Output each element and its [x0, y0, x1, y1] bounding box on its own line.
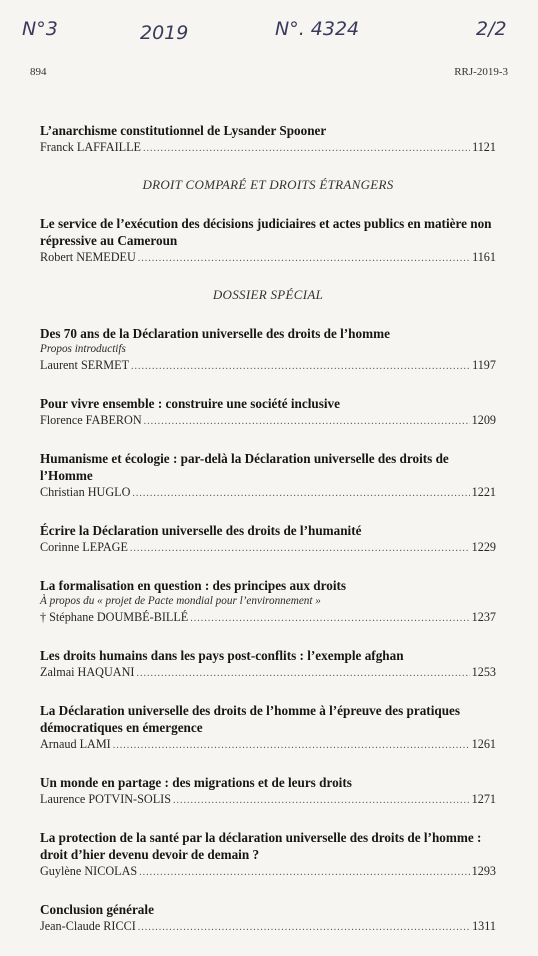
entry-author: Franck LAFFAILLE	[40, 140, 141, 154]
entry-author: Jean-Claude RICCI	[40, 919, 136, 933]
dot-leader	[138, 251, 470, 267]
author-line	[40, 664, 496, 682]
dot-leader	[173, 793, 470, 809]
entry-title: Pour vivre ensemble : construire une société inclusive	[40, 396, 340, 411]
dot-leader	[132, 486, 469, 502]
entry-page-number: 1221	[471, 485, 496, 499]
toc-entry	[40, 577, 496, 627]
handwritten-reference-number: N°. 4324	[275, 18, 360, 40]
page-number: 894	[30, 66, 47, 78]
toc-entry	[40, 702, 496, 754]
entry-title: Les droits humains dans les pays post-conflits : l’exemple afghan	[40, 648, 404, 663]
entry-page-number: 1197	[472, 358, 496, 372]
entry-title: Le service de l’exécution des décisions judiciaires et actes publics en matière non répressive au Cameroun	[40, 216, 492, 248]
section-heading: DROIT COMPARÉ ET DROITS ÉTRANGERS	[142, 177, 394, 192]
entry-page-number: 1229	[471, 540, 496, 554]
toc-entry	[40, 647, 496, 682]
entry-title: La formalisation en question : des principes aux droits	[40, 578, 347, 593]
author-line	[40, 139, 496, 157]
entry-page-number: 1209	[471, 413, 496, 427]
author-line	[40, 918, 496, 936]
author-line	[40, 357, 496, 375]
entry-page-number: 1253	[471, 665, 496, 679]
entry-author: Corinne LEPAGE	[40, 540, 128, 554]
entry-title: La Déclaration universelle des droits de l’homme à l’épreuve des pratiques démocratiques en émergence	[40, 703, 461, 735]
entry-author: Florence FABERON	[40, 413, 142, 427]
entry-author: Zalmai HAQUANI	[40, 665, 135, 679]
author-line	[40, 863, 496, 881]
entry-title: Conclusion générale	[40, 902, 154, 917]
entry-author: Robert NEMEDEU	[40, 250, 136, 264]
handwritten-issue-number: N°3	[22, 18, 58, 40]
entry-title: Écrire la Déclaration universelle des droits de l’humanité	[40, 523, 362, 538]
entry-page-number: 1293	[471, 864, 496, 878]
handwritten-year: 2019	[140, 22, 189, 44]
entry-author: Arnaud LAMI	[40, 737, 111, 751]
section-heading: DOSSIER SPÉCIAL	[212, 287, 324, 302]
entry-subtitle: À propos du « projet de Pacte mondial pour l’environnement »	[40, 595, 321, 607]
toc-entry	[40, 901, 496, 936]
author-line	[40, 736, 496, 754]
toc-entry	[40, 325, 496, 375]
toc-entry	[40, 829, 496, 881]
toc-entry	[40, 450, 496, 502]
handwritten-annotations	[0, 14, 538, 54]
author-line	[40, 412, 496, 430]
dot-leader	[190, 611, 469, 627]
handwritten-part-marker: 2/2	[476, 18, 507, 40]
dot-leader	[143, 141, 470, 157]
table-of-contents	[40, 122, 496, 956]
entry-page-number: 1311	[472, 919, 496, 933]
entry-author: † Stéphane DOUMBÉ-BILLÉ	[40, 610, 189, 624]
entry-page-number: 1161	[472, 250, 496, 264]
author-line	[40, 609, 496, 627]
entry-author: Guylène NICOLAS	[40, 864, 138, 878]
entry-title: Des 70 ans de la Déclaration universelle des droits de l’homme	[40, 326, 390, 341]
dot-leader	[113, 738, 470, 754]
author-line	[40, 484, 496, 502]
entry-title: Humanisme et écologie : par-delà la Déclaration universelle des droits de l’Homme	[40, 451, 449, 483]
dot-leader	[136, 666, 469, 682]
journal-reference: RRJ-2019-3	[454, 66, 508, 78]
author-line	[40, 791, 496, 809]
entry-author: Christian HUGLO	[40, 485, 131, 499]
dot-leader	[131, 359, 470, 375]
dot-leader	[138, 920, 470, 936]
toc-entry	[40, 774, 496, 809]
entry-page-number: 1237	[471, 610, 496, 624]
toc-entry	[40, 215, 496, 267]
dot-leader	[139, 865, 469, 881]
toc-entry	[40, 522, 496, 557]
entry-subtitle: Propos introductifs	[40, 343, 126, 355]
entry-author: Laurence POTVIN-SOLIS	[40, 792, 171, 806]
dot-leader	[144, 414, 470, 430]
entry-author: Laurent SERMET	[40, 358, 130, 372]
author-line	[40, 249, 496, 267]
entry-page-number: 1121	[472, 140, 496, 154]
author-line	[40, 539, 496, 557]
toc-entry	[40, 122, 496, 157]
entry-title: Un monde en partage : des migrations et de leurs droits	[40, 775, 352, 790]
entry-title: L’anarchisme constitutionnel de Lysander Spooner	[40, 123, 327, 138]
entry-page-number: 1271	[471, 792, 496, 806]
dot-leader	[130, 541, 470, 557]
entry-page-number: 1261	[471, 737, 496, 751]
entry-title: La protection de la santé par la déclaration universelle des droits de l’homme : droit d’hier devenu devoir de demain ?	[40, 830, 482, 862]
toc-entry	[40, 395, 496, 430]
